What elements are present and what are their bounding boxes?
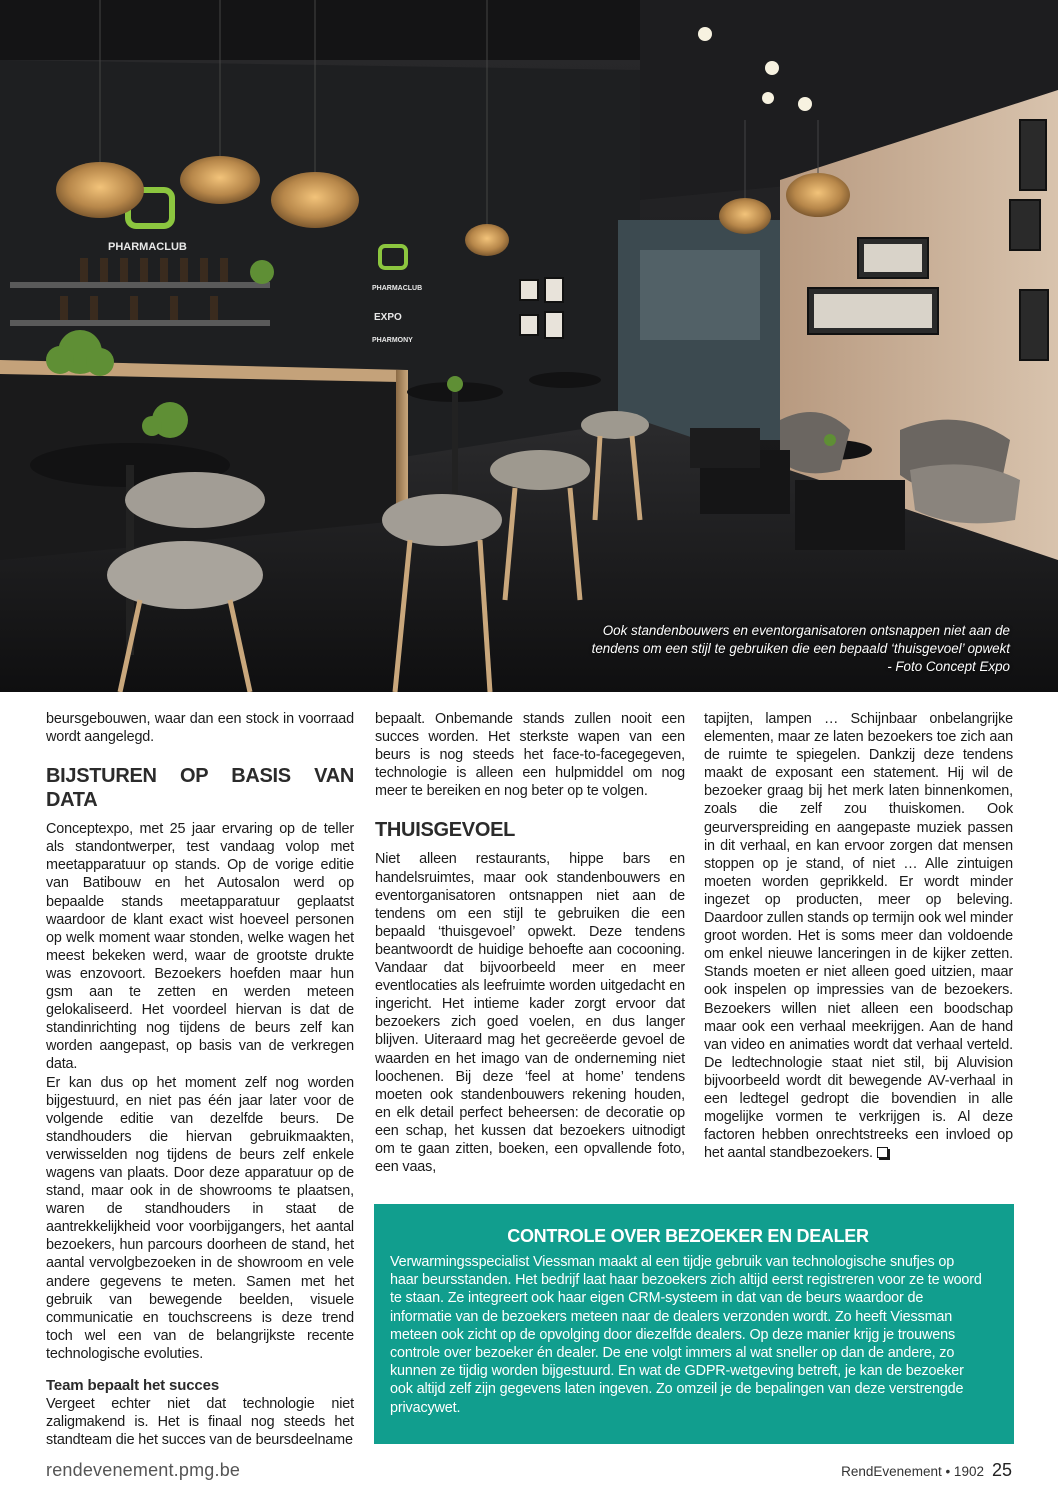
column1-paragraph-1: Conceptexpo, met 25 jaar ervaring op de teller als standontwerper, test vandaag volop met meetapparatuur op stands. Op de vorige editie van Batibouw en het Autosalon werd op bepaalde stands meetapparatuur geplaatst waardoor de klant exact wist hoeveel personen op welk moment waar stonden, welke wagen het meest bekeken werd, waar de grootste drukte was enzovoort. Bezoekers hoefden maar hun gsm aan te zetten en werden meteen gelokaliseerd. Het voordeel hiervan is dat de standinrichting nog tijdens de beurs zelf kan worden aangepast, op basis van de verkregen data.: [46, 821, 354, 1073]
column1-paragraph-2: Er kan dus op het moment zelf nog worden bijgestuurd, en niet pas één jaar later voor de volgende editie van dezelfde beurs. De standhouders die hiervan gebruikmaakten, verwisselden nog tijdens de beurs zelf enkele wagens van plaats. Door deze apparatuur op de stand, maar ook in de showrooms te plaatsen, waren de standhouders in staat de aantrekkelijkheid voor voorbijgangers, het aantal bezoekers, hun parcours doorheen de stand, het aantal vervolgbezoeken in de showroom en vele andere gegevens te meten. Samen met het gebruik van bewegende beelden, visuele communicatie en touchscreens is deze trend toch wel een van de belangrijkste recente technologische evoluties.: [46, 1074, 354, 1362]
column2-intro: bepaalt. Onbemande stands zullen nooit een succes worden. Het sterkste wapen van een beurs is nog steeds het face-to-facegegeven, technologie is alleen een hulpmiddel om nog meer te bereiken en nog beter op te volgen.: [375, 711, 685, 800]
sidebar-box: [374, 1204, 1014, 1444]
magazine-issue: RendEvenement • 1902: [841, 1464, 984, 1479]
expo-logo: EXPO: [374, 312, 402, 323]
end-of-article-icon: [877, 1147, 888, 1158]
pharmony-logo: PHARMONY: [372, 337, 413, 344]
hero-photo: [0, 0, 1058, 692]
page-number: 25: [991, 1460, 1012, 1480]
pharmaclub-logo: PHARMACLUB: [108, 241, 187, 253]
footer-magazine: [841, 1460, 1012, 1481]
column3-paragraph-1: [704, 710, 1013, 1162]
article-column-3: [704, 710, 1013, 1162]
column1-intro: beursgebouwen, waar dan een stock in voorraad wordt aangelegd.: [46, 711, 354, 746]
article-column-1: [46, 710, 354, 1449]
column3-text: tapijten, lampen … Schijnbaar onbelangrijke elementen, maar ze laten bezoekers toe zich aan de ruimte te spiegelen. Dankzij deze tendens maakt de exposant een statement. Hij wil de bezoeker graag bij het merk laten binnenkomen, zoals die zelf zou thuiskomen. Ook geurverspreiding en aangepaste muziek passen in dit verhaal, en kan ervoor zorgen dat mensen stoppen op je stand, of niet … Alle zintuigen moeten worden geprikkeld. Er wordt minder ingezet op producten, meer op beleving. Daardoor zullen stands op termijn ook wel minder groot worden. Het is soms meer dan voldoende om enkel nieuwe lanceringen in de kijker zetten. Stands moeten er niet alleen goed uitzien, maar ook inspelen op impressies van de bezoekers. Bezoekers willen niet alleen een boodschap maar ook een verhaal meekrijgen. Aan de hand van video en animaties wordt dat verhaal verteld. De ledtechnologie staat niet stil, bij Aluvision bijvoorbeeld wordt dit bewegende AV-verhaal in een ledtegel gedropt die bovendien in alle mogelijke vormen te verkrijgen is. Al deze factoren hebben onrechtstreeks een invloed op het aantal standbezoekers.: [704, 711, 1013, 1162]
section-heading-thuisgevoel: THUISGEVOEL: [375, 819, 516, 842]
section-heading-data: BIJSTUREN OP BASIS VAN DATA: [46, 765, 354, 812]
article-column-2: [375, 710, 685, 1176]
sidebar-box-title: CONTROLE OVER BEZOEKER EN DEALER: [507, 1226, 869, 1246]
subheading-team: Team bepaalt het succes: [46, 1377, 220, 1394]
sidebar-box-text: Verwarmingsspecialist Viessman maakt al een tijdje gebruik van technologische snufjes op haar beursstanden. Het bedrijf laat haar bezoekers zich altijd eerst registreren voor ze te woord te staan. Ze integreert ook haar eigen CRM-systeem in dat van de beurs waardoor de informatie van de bezoekers meteen naar de dealers verzonden wordt. Zo heeft Viessman meteen ook zicht op de opvolging door diezelfde dealers. Op deze manier krijg je trouwens controle over bezoeker én dealer. De ene volgt immers al wat sneller op dan de andere, zo kunnen ze tijdig worden bijgestuurd. En wat de GDPR-wetgeving betreft, je kan de bezoeker ook altijd zelf zijn gegevens laten ingeven. Zo omzeil je de bepalingen van deze verstrengde privacywet.: [390, 1254, 982, 1416]
pharmaclub-small-logo: PHARMACLUB: [372, 285, 423, 292]
column1-paragraph-3: Vergeet echter niet dat technologie niet zaligmakend is. Het is finaal nog steeds het standteam die het succes van de beursdeelname: [46, 1396, 354, 1449]
booth-illustration: [0, 0, 1058, 692]
column2-paragraph-1: Niet alleen restaurants, hippe bars en handelsruimtes, maar ook standenbouwers en eventorganisatoren ontsnappen niet aan de tendens om een stijl te gebruiken die een bepaald ‘thuisgevoel’ opwekt. Deze tendens beantwoordt de huidige behoefte aan cocooning. Vandaar dat bijvoorbeeld meer en meer eventlocaties als leefruimte worden uitgedacht en ingericht. Het intieme kader zorgt ervoor dat bezoekers zich goed voelen, en dus langer blijven. Uiteraard mag het gecreëerde gevoel de waarden en het imago van de onderneming niet loochenen. Bij deze ‘feel at home’ tendens moeten ook standenbouwers rekening houden, en elk detail perfect beheersen: de decoratie op een schap, het kussen dat bezoekers uitnodigt om te gaan zitten, boeken, een opvallende foto, een vaas,: [375, 851, 685, 1176]
footer-website: rendevenement.pmg.be: [46, 1460, 241, 1480]
photo-caption: Ook standenbouwers en eventorganisatoren ontsnappen niet aan de tendens om een stijl te gebruiken die een bepaald ‘thuisgevoel’ opwekt - Foto Concept Expo: [591, 623, 1010, 674]
